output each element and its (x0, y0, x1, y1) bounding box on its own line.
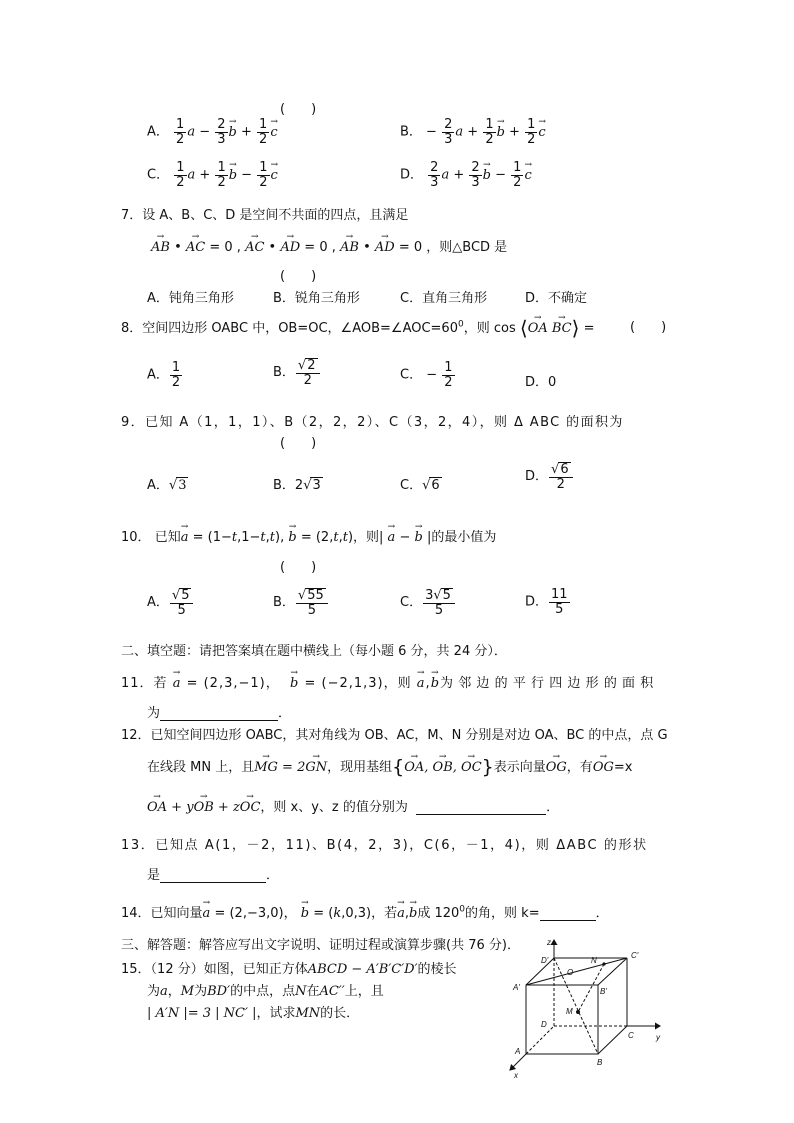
q13-line2-text: 是 (147, 868, 161, 883)
label-c: C (628, 1031, 634, 1040)
fraction: $\frac{1}{2}$ (217, 160, 226, 190)
q10-stem: 10． 已知→ a = (1−t,1−t,t), → b = (2,t,t)，则| → a − → b |的最小值为 (121, 526, 496, 545)
q10-stem1: 已知 (154, 530, 181, 545)
q11-line2 (147, 702, 291, 721)
q8-stem: 8．空间四边形 OABC 中，OB=OC，$\angle AOB=\angle AOC=60^0$，则 cos ⟨→ OA → BC⟩ = (121, 316, 594, 340)
q7-cond-tail: ，则△BCD 是 (426, 240, 508, 255)
q6-option-b[interactable]: B． − $\frac{2}{3}$ a + $\frac{1}{2}$ → b + $\frac{1}{2}$ → c (400, 118, 546, 146)
label-d: D (541, 1020, 547, 1029)
q9-option-a[interactable]: A．√3 (147, 478, 187, 493)
label-c-prime: C' (631, 951, 639, 960)
q10-option-d[interactable]: D． $\frac{11}{5}$ (525, 587, 568, 617)
option-letter: A． (147, 595, 169, 611)
q11-stem2: ，则 (383, 676, 412, 691)
option-letter: B． (273, 365, 295, 381)
q15-line2f: 上，且 (344, 984, 384, 999)
answer-blank[interactable] (540, 907, 596, 921)
q12-line1: 12．已知空间四边形 OABC，其对角线为 OB、AC，M、N 分别是对边 OA、BC 的中点，点 G (121, 728, 668, 743)
q13-end: ． (266, 868, 280, 883)
q12-line2e: =x (613, 760, 633, 775)
fraction: $\frac{1}{2}$ (485, 117, 494, 147)
q6-option-d[interactable]: D． $\frac{2}{3}$ a + $\frac{2}{3}$ → b − $\frac{1}{2}$ → c (400, 161, 532, 189)
label-d-prime: D' (541, 956, 549, 965)
q7-option-b[interactable]: B．锐角三角形 (273, 291, 360, 306)
q9-paren: ( ) (280, 436, 317, 451)
q6-paren: ( ) (280, 102, 317, 117)
q15-line1b: 的棱长 (417, 962, 457, 977)
fraction: $\frac{1}{2}$ (176, 117, 185, 147)
q10-stem2: ，则 (353, 530, 380, 545)
label-y: y (656, 1033, 660, 1042)
option-letter: B． (400, 124, 422, 140)
option-letter: B． (273, 595, 295, 611)
q10-option-c[interactable]: C． $\frac{3√5}{5}$ (400, 588, 456, 617)
q14-stem1: 14．已知向量 (121, 906, 203, 921)
label-m: M (566, 1007, 573, 1016)
q13-line1: 13．已知点 A(1，－2，11)、B(4，2，3)，C(6，－1，4)，则 ΔABC 的形状 (121, 838, 648, 853)
q14-stem4: 的角，则 k= (465, 906, 540, 921)
option-letter: D． (400, 167, 424, 183)
q7-paren: ( ) (280, 269, 317, 284)
q14-mid: ， (283, 906, 297, 921)
answer-blank[interactable] (160, 869, 266, 883)
q15-line3c: 的长． (320, 1006, 360, 1021)
q8-option-c[interactable]: C． − $\frac{1}{2}$ (400, 360, 453, 390)
q13-line2 (147, 864, 279, 883)
option-letter: C． (400, 367, 423, 383)
q8-stem-text: 8．空间四边形 OABC 中，OB=OC，∠AOB=∠AOC=60 (121, 321, 458, 336)
fraction: $\frac{1}{2}$ (176, 160, 185, 190)
label-a: A (515, 1047, 521, 1056)
label-o: O (567, 968, 574, 977)
q6-option-a[interactable]: A． $\frac{1}{2}$ a − $\frac{2}{3}$ → b + $\frac{1}{2}$ → c (147, 118, 278, 146)
section-solution-heading: 三、解答题：解答应写出文字说明、证明过程或演算步骤(共 76 分)． (121, 938, 520, 953)
q6-option-c[interactable]: C． $\frac{1}{2}$ a + $\frac{1}{2}$ → b − $\frac{1}{2}$ → c (147, 161, 278, 189)
q14-stem3: 成 120 (417, 906, 460, 921)
fraction: $\frac{2}{3}$ (471, 160, 480, 190)
q7-stem: 7．设 A、B、C、D 是空间不共面的四点，且满足 (121, 208, 409, 223)
q12-end: ． (546, 800, 560, 815)
q9-option-b[interactable]: B．2√3 (273, 478, 321, 493)
q14-line: 14．已知向量→ a = (2,−3,0)， → b = (k,0,3)，若→ a,→ b成 $120^0$的角，则 k= ． (121, 902, 609, 921)
option-letter: B． (273, 478, 295, 493)
q10-stem3: 的最小值为 (431, 530, 497, 545)
label-b: B (597, 1058, 603, 1067)
q7-option-a[interactable]: A．钝角三角形 (147, 291, 234, 306)
q15-line2: 为a，M为BD′的中点，点N在AC′′上，且 (147, 984, 384, 999)
q7-option-d[interactable]: D．不确定 (525, 291, 588, 306)
fraction: $\frac{1}{2}$ (527, 117, 536, 147)
q15-line3b: ，试求 (256, 1006, 296, 1021)
q12-line2b: ，现用基组 (327, 760, 393, 775)
q11-end: ． (278, 706, 292, 721)
q10-num: 10． (121, 530, 151, 545)
q12-line2d: ，有 (566, 760, 593, 775)
q12-line3: → OA + y→ OB + z→ OC，则 x、y、z 的值分别为 ． (147, 796, 559, 815)
cube-figure (498, 934, 670, 1080)
q9-stem: 9．已知 A（1，1，1）、B（2，2，2）、C（3，2，4），则 Δ ABC 的面积为 (121, 415, 624, 430)
option-letter: A． (147, 478, 169, 493)
q12-line2c: 表示向量 (493, 760, 546, 775)
fraction: $\frac{1}{2}$ (513, 160, 522, 190)
q12-line2: 在线段 MN 上，且→ MG = 2→ GN，现用基组{→ OA, → OB, → OC}表示向量→ OG，有→ OG=x (147, 756, 632, 778)
fraction: $\frac{2}{3}$ (430, 160, 439, 190)
fraction: $\frac{1}{2}$ (259, 160, 268, 190)
section-fill-in-heading: 二、填空题：请把答案填在题中横线上（每小题 6 分，共 24 分）． (121, 644, 507, 659)
q8-option-d[interactable]: D．0 (525, 375, 557, 390)
q8-option-a[interactable]: A． $\frac{1}{2}$ (147, 360, 181, 390)
q8-eq: = (583, 321, 595, 336)
fraction: $\frac{1}{2}$ (259, 117, 268, 147)
q15-line2a: 为 (147, 984, 161, 999)
q15-line2c: 为 (194, 984, 208, 999)
q11-line2-text: 为 (147, 706, 161, 721)
degree-sup: 0 (457, 319, 464, 330)
q11-stem1: 11．若 (121, 676, 168, 691)
degree-sup: 0 (459, 904, 466, 915)
q8-then: ，则 cos (463, 321, 516, 336)
label-z: z (547, 938, 551, 947)
q7-option-c[interactable]: C．直角三角形 (400, 291, 488, 306)
option-letter: C． (400, 478, 423, 493)
q10-paren: ( ) (280, 560, 317, 575)
q14-stem2: ，若 (371, 906, 398, 921)
label-a-prime: A' (513, 983, 520, 992)
label-n: N (591, 956, 597, 965)
label-b-prime: B' (600, 987, 607, 996)
q15-line1-text: 15．（12 分）如图，已知正方体 (121, 962, 308, 977)
fraction: $\frac{2}{3}$ (444, 117, 453, 147)
option-letter: A． (147, 367, 169, 383)
q15-line3: | A′N |= 3 | NC′ |，试求MN的长． (147, 1006, 360, 1021)
label-x: x (514, 1071, 518, 1080)
q15-line1: 15．（12 分）如图，已知正方体ABCD − A′B′C′D′的棱长 (121, 962, 457, 977)
q9-option-c[interactable]: C．√6 (400, 478, 440, 493)
q11-mid: ， (265, 676, 280, 691)
q7-condition: → AB • → AC = 0 , → AC • → AD = 0 , → AB • → AD = 0 ，则△BCD 是 (151, 236, 507, 255)
q14-end: ． (595, 906, 609, 921)
q15-line2d: 的中点，点 (230, 984, 296, 999)
answer-blank[interactable] (416, 801, 546, 815)
q10-option-a[interactable]: A． $\frac{√5}{5}$ (147, 588, 194, 617)
answer-blank[interactable] (160, 707, 278, 721)
option-letter: C． (400, 595, 423, 611)
q8-paren: ( ) (630, 320, 667, 335)
option-letter: C． (147, 167, 170, 183)
q15-line2b: ， (167, 984, 181, 999)
option-letter: D． (525, 594, 549, 610)
q11-line1: 11．若 → a = (2,3,−1)， → b = (−2,1,3)，则 → a,→ b为邻边的平行四边形的面积 (121, 672, 658, 691)
q11-stem3: 为邻边的平行四边形的面积 (440, 676, 659, 691)
option-letter: A． (147, 124, 169, 140)
fraction: $\frac{2}{3}$ (217, 117, 226, 147)
q10-option-b[interactable]: B． $\frac{√55}{5}$ (273, 588, 329, 617)
option-letter: D． (525, 469, 549, 485)
q9-option-d[interactable]: D． $\frac{√6}{2}$ (525, 462, 574, 491)
q15-line2e: 在 (306, 984, 320, 999)
q12-line2a: 在线段 MN 上，且 (147, 760, 255, 775)
q12-line3b: ，则 x、y、z 的值分别为 (260, 800, 408, 815)
q8-option-b[interactable]: B． $\frac{√2}{2}$ (273, 358, 321, 387)
